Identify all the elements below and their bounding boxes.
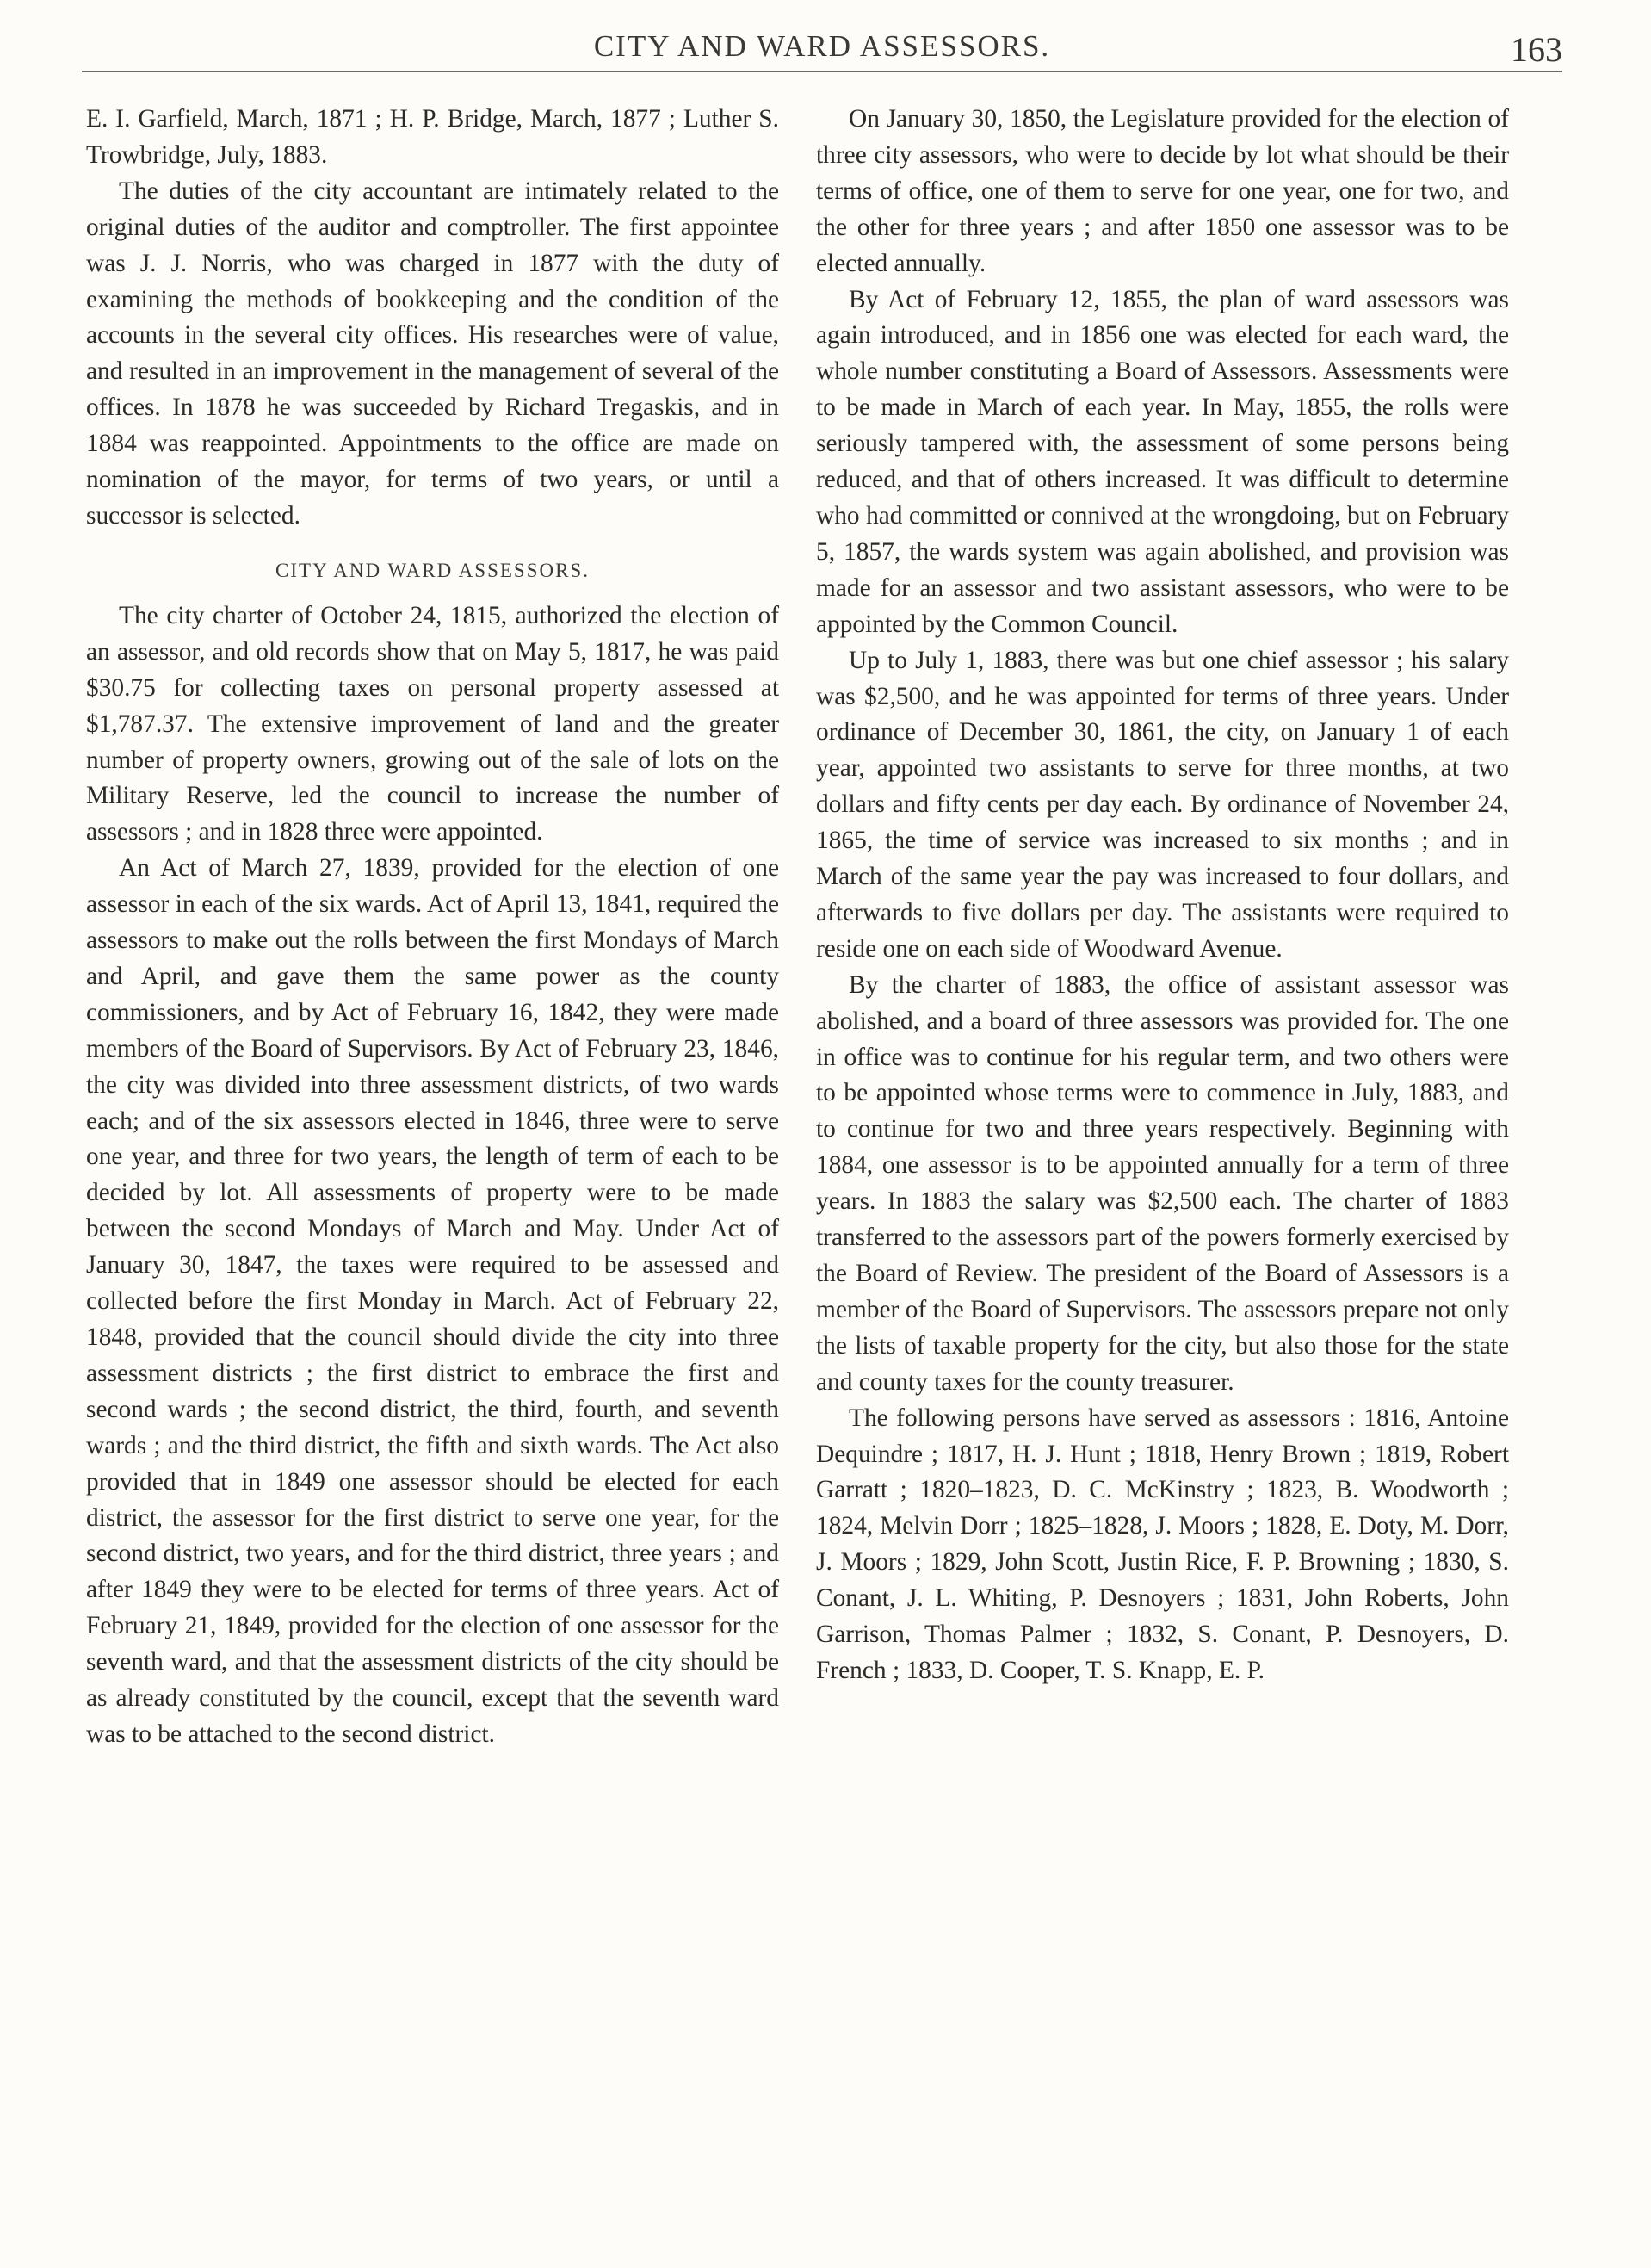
running-title: CITY AND WARD ASSESSORS. (593, 29, 1051, 63)
paragraph-city-accountant: The duties of the city accountant are intimately related to the original duties of the auditor and comptroller. The first appointee was J. J. Norris, who was charged in 1877 with the duty of examining the methods of bookkeeping and the condition of the accounts in the several city offices. His researches were of value, and resulted in an improvement in the management of several of the offices. In 1878 he was succeeded by Richard Tregaskis, and in 1884 was reappointed. Appointments to the office are made on nomination of the mayor, for terms of two years, or until a successor is selected. (86, 177, 779, 530)
section-heading: CITY AND WARD ASSESSORS. (275, 559, 590, 581)
paragraph-chief-assessor: Up to July 1, 1883, there was but one chief assessor ; his salary was $2,500, and he was appointed for terms of three years. Under ordinance of December 30, 1861, the city, on January 1 of each year, appointed two assistants to serve for three months, at two dollars and fifty cents per day each. By ordinance of November 24, 1865, the time of service was increased to six months ; and in March of the same year the pay was increased to four dollars, and afterwards to five dollars per day. The assistants were required to reside one on each side of Woodward Avenue. (816, 646, 1509, 963)
right-column (816, 102, 1509, 1689)
paragraph-charter-1883: By the charter of 1883, the office of assistant assessor was abolished, and a board of three assessors was provided for. The one in office was to continue for his regular term, and two others were to be appointed whose terms were to commence in July, 1883, and to continue for two and three years respectively. Beginning with 1884, one assessor is to be appointed annually for a term of three years. In 1883 the salary was $2,500 each. The charter of 1883 transferred to the assessors part of the powers formerly exercised by the Board of Review. The president of the Board of Assessors is a member of the Board of Supervisors. The assessors prepare not only the lists of taxable property for the city, but also those for the state and county taxes for the county treasurer. (816, 970, 1509, 1396)
paragraph-acts-1839-1849: An Act of March 27, 1839, provided for the election of one assessor in each of the six wards. Act of April 13, 1841, required the assessors to make out the rolls between the first Mondays of March and April, and gave them the same power as the county commissioners, and by Act of February 16, 1842, they were made members of the Board of Supervisors. By Act of February 23, 1846, the city was divided into three assessment districts, of two wards each; and of the six assessors elected in 1846, three were to serve one year, and three for two years, the length of term of each to be decided by lot. All assessments of property were to be made between the second Mondays of March and May. Under Act of January 30, 1847, the taxes were required to be assessed and collected before the first Monday in March. Act of February 22, 1848, provided that the council should divide the city into three assessment districts ; the first district to embrace the first and second wards ; the second district, the third, fourth, and seventh wards ; and the third district, the fifth and sixth wards. The Act also provided that in 1849 one assessor should be elected for each district, the assessor for the first district to serve one year, for the second district, two years, and for the third district, three years ; and after 1849 they were to be elected for terms of three years. Act of February 21, 1849, provided for the election of one assessor for the seventh ward, and that the assessment districts of the city should be as already constituted by the council, except that the seventh ward was to be attached to the second district. (86, 854, 779, 1748)
page-number: 163 (1511, 30, 1562, 69)
paragraph-assessors-list: The following persons have served as assessors : 1816, Antoine Dequindre ; 1817, H. J. Hunt ; 1818, Henry Brown ; 1819, Robert Garratt ; 1820–1823, D. C. McKinstry ; 1823, B. Woodworth ; 1824, Melvin Dorr ; 1825–1828, J. Moors ; 1828, E. Doty, M. Dorr, J. Moors ; 1829, John Scott, Justin Rice, F. P. Browning ; 1830, S. Conant, J. L. Whiting, P. Desnoyers ; 1831, John Roberts, John Garrison, Thomas Palmer ; 1832, S. Conant, P. Desnoyers, D. French ; 1833, D. Cooper, T. S. Knapp, E. P. (816, 1404, 1509, 1684)
paragraph-1850-legislature: On January 30, 1850, the Legislature provided for the election of three city assessors, who were to decide by lot what should be their terms of office, one of them to serve for one year, one for two, and the other for three years ; and after 1850 one assessor was to be elected annually. (816, 105, 1509, 277)
left-column (86, 102, 779, 1753)
paragraph-continued-accountants: E. I. Garfield, March, 1871 ; H. P. Bridge, March, 1877 ; Luther S. Trowbridge, July, 1883. (86, 105, 779, 169)
paragraph-act-1855: By Act of February 12, 1855, the plan of ward assessors was again introduced, and in 1856 one was elected for each ward, the whole number constituting a Board of Assessors. Assessments were to be made in March of each year. In May, 1855, the rolls were seriously tampered with, the assessment of some persons being reduced, and that of others increased. It was difficult to determine who had committed or connived at the wrongdoing, but on February 5, 1857, the wards system was again abolished, and provision was made for an assessor and two assistant assessors, who were to be appointed by the Common Council. (816, 285, 1509, 638)
page-header (82, 26, 1562, 72)
paragraph-city-charter: The city charter of October 24, 1815, authorized the election of an assessor, and old records show that on May 5, 1817, he was paid $30.75 for collecting taxes on personal property assessed at $1,787.37. The extensive improvement of land and the greater number of property owners, growing out of the sale of lots on the Military Reserve, led the council to increase the number of assessors ; and in 1828 three were appointed. (86, 601, 779, 846)
